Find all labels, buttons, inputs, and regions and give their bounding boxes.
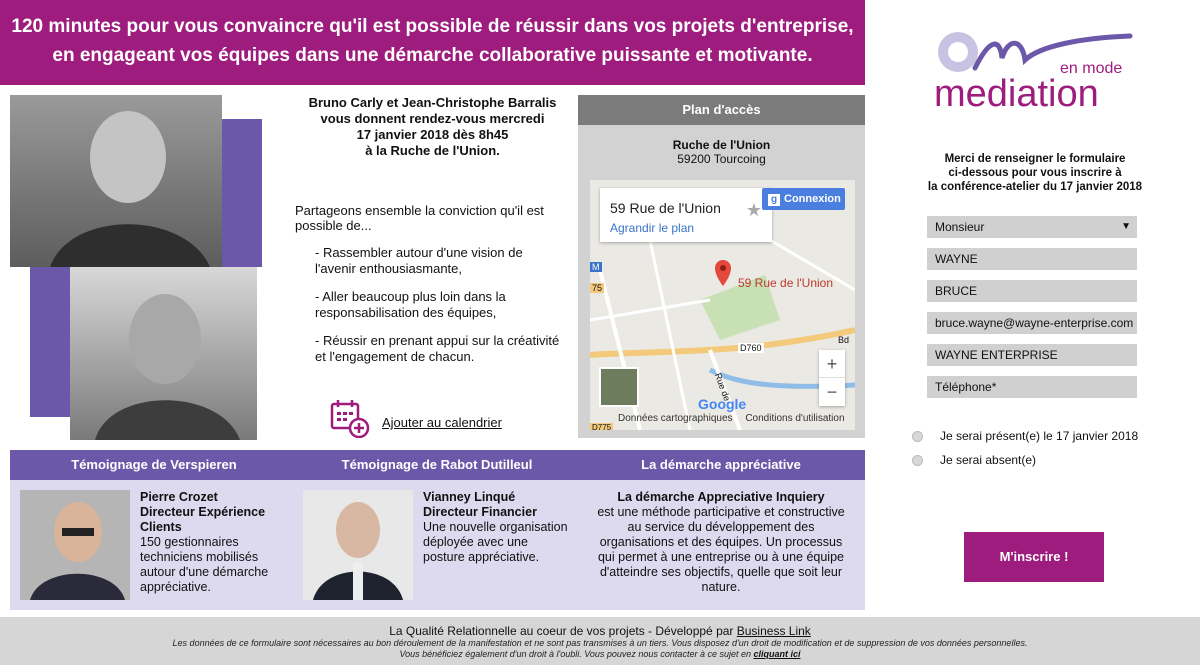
dropdown-arrow-icon: ▼ xyxy=(1121,221,1131,232)
approach-heading: La démarche Appreciative Inquiery xyxy=(617,490,825,504)
road-label: Rue de xyxy=(712,371,733,403)
access-map-panel xyxy=(578,95,865,438)
card-title: Témoignage de Verspieren xyxy=(10,450,298,480)
map-data-label[interactable]: Données cartographiques xyxy=(618,413,733,424)
radio-button[interactable] xyxy=(912,455,923,466)
contact-link[interactable]: cliquant ici xyxy=(753,649,801,659)
email-field[interactable]: bruce.wayne@wayne-enterprise.com xyxy=(927,312,1137,334)
map-panel-title: Plan d'accès xyxy=(578,95,865,125)
zoom-in-button[interactable]: + xyxy=(819,350,845,378)
form-intro-line: Merci de renseigner le formulaire xyxy=(944,153,1126,165)
logo-big-text: mediation xyxy=(934,73,1099,113)
approach-description xyxy=(577,480,865,605)
list-item: - Réussir en prenant appui sur la créativité et l'engagement de chacun. xyxy=(315,333,560,364)
road-label: M xyxy=(592,262,600,272)
speaker-photo-bruno xyxy=(10,95,222,267)
testimonial-card-rabot-dutilleul xyxy=(293,450,581,610)
road-label: 75 xyxy=(592,283,603,293)
footer xyxy=(0,617,1200,665)
decor-block xyxy=(222,119,262,267)
google-map[interactable] xyxy=(590,180,855,430)
phone-field[interactable]: Téléphone* xyxy=(927,376,1137,398)
testimonial-text xyxy=(423,490,573,565)
banner-line-1: 120 minutes pour vous convaincre qu'il est possible de réussir dans vos projets d'entreprise, xyxy=(11,16,854,37)
map-pin-label: 59 Rue de l'Union xyxy=(738,276,834,290)
header-banner xyxy=(0,0,865,85)
radio-button[interactable] xyxy=(912,431,923,442)
appreciative-approach-card xyxy=(577,450,865,610)
civility-select[interactable] xyxy=(927,216,1137,238)
testimonial-card-verspieren xyxy=(10,450,298,610)
map-place-name: 59 Rue de l'Union xyxy=(610,200,721,216)
business-link[interactable]: Business Link xyxy=(736,624,811,638)
testimonial-photo xyxy=(303,490,413,600)
add-to-calendar-link[interactable]: Ajouter au calendrier xyxy=(382,415,502,430)
testimonial-role: Directeur Financier xyxy=(423,505,537,519)
invite-line-2: vous donnent rendez-vous mercredi xyxy=(320,111,545,126)
testimonial-quote: 150 gestionnaires techniciens mobilisés autour d'une démarche appréciative. xyxy=(140,535,269,594)
radio-label: Je serai présent(e) le 17 janvier 2018 xyxy=(940,429,1139,443)
map-place-card xyxy=(600,188,772,242)
approach-text: est une méthode participative et constructive au service du développement des organisations et des équipes. Un processus qui permet à une entreprise ou à une équipe d'atteindre ses objectifs, quelle que soit leur nature. xyxy=(597,505,845,594)
footer-tagline: La Qualité Relationnelle au coeur de vos projets - Développé par xyxy=(389,624,737,638)
road-label: D760 xyxy=(740,343,762,353)
google-logo: Google xyxy=(698,396,747,412)
venue-name: Ruche de l'Union xyxy=(672,138,771,152)
map-zoom-controls[interactable] xyxy=(819,350,845,406)
map-terms-link[interactable]: Conditions d'utilisation xyxy=(745,413,845,424)
form-intro-line: ci-dessous pour vous inscrire à xyxy=(948,167,1122,179)
invite-text xyxy=(295,95,570,159)
invite-line-3: 17 janvier 2018 dès 8h45 xyxy=(356,127,509,142)
radio-present[interactable] xyxy=(912,429,1138,443)
footer-legal-text: Vous bénéficiez également d'un droit à l'oubli. Vous pouvez nous contacter à ce sujet en xyxy=(399,649,754,659)
star-icon[interactable]: ★ xyxy=(745,200,762,220)
list-item: - Rassembler autour d'une vision de l'avenir enthousiasmante, xyxy=(315,245,523,276)
firstname-field[interactable]: BRUCE xyxy=(927,280,1137,302)
google-connect-button[interactable]: g Connexion xyxy=(762,188,845,210)
testimonial-quote: Une nouvelle organisation déployée avec une posture appréciative. xyxy=(423,520,568,564)
road-label: Bd xyxy=(838,335,850,345)
radio-label: Je serai absent(e) xyxy=(940,453,1037,467)
footer-main xyxy=(0,624,1200,638)
civility-value: Monsieur xyxy=(935,220,985,234)
enlarge-map-link[interactable]: Agrandir le plan xyxy=(610,221,695,235)
venue-city: 59200 Tourcoing xyxy=(677,152,766,166)
invite-line-4: à la Ruche de l'Union. xyxy=(365,143,500,158)
testimonial-name: Pierre Crozet xyxy=(140,490,218,504)
decor-block xyxy=(30,267,70,417)
map-footer xyxy=(618,413,855,424)
speaker-photo-jean-christophe xyxy=(70,267,257,440)
list-item: - Aller beaucoup plus loin dans la responsabilisation des équipes, xyxy=(315,289,506,320)
calendar-add-icon[interactable] xyxy=(330,398,370,443)
zoom-out-button[interactable]: − xyxy=(826,382,838,402)
banner-line-2: en engageant vos équipes dans une démarche collaborative puissante et motivante. xyxy=(52,45,813,66)
testimonial-role: Directeur Expérience Clients xyxy=(140,505,266,534)
testimonial-name: Vianney Linqué xyxy=(423,490,516,504)
radio-absent[interactable] xyxy=(912,453,1036,467)
speakers-photo-collage xyxy=(10,95,290,445)
venue-address xyxy=(578,138,865,166)
road-label: D775 xyxy=(592,423,612,430)
invite-line-1: Bruno Carly et Jean-Christophe Barralis xyxy=(308,95,557,110)
mediation-logo xyxy=(930,28,1140,113)
logo-small-text: en mode xyxy=(1060,60,1123,77)
card-title: La démarche appréciative xyxy=(577,450,865,480)
company-field[interactable]: WAYNE ENTERPRISE xyxy=(927,344,1137,366)
form-intro-line: la conférence-atelier du 17 janvier 2018 xyxy=(927,181,1143,193)
footer-legal-1: Les données de ce formulaire sont nécessaires au bon déroulement de la manifestation et ne sont pas transmises à un tiers. Vous disposez d'un droit de modification et de suppression de vos données personnelles. xyxy=(172,638,1028,648)
add-to-calendar[interactable] xyxy=(330,398,502,443)
conviction-list xyxy=(315,245,565,377)
testimonial-photo xyxy=(20,490,130,600)
form-intro xyxy=(920,152,1150,194)
card-title: Témoignage de Rabot Dutilleul xyxy=(293,450,581,480)
google-plus-icon: g xyxy=(768,194,780,206)
lastname-field[interactable]: WAYNE xyxy=(927,248,1137,270)
intro-text: Partageons ensemble la conviction qu'il est possible de... xyxy=(295,203,544,233)
register-button[interactable]: M'inscrire ! xyxy=(964,532,1104,582)
footer-legal-2 xyxy=(0,649,1200,660)
testimonial-text xyxy=(140,490,290,595)
